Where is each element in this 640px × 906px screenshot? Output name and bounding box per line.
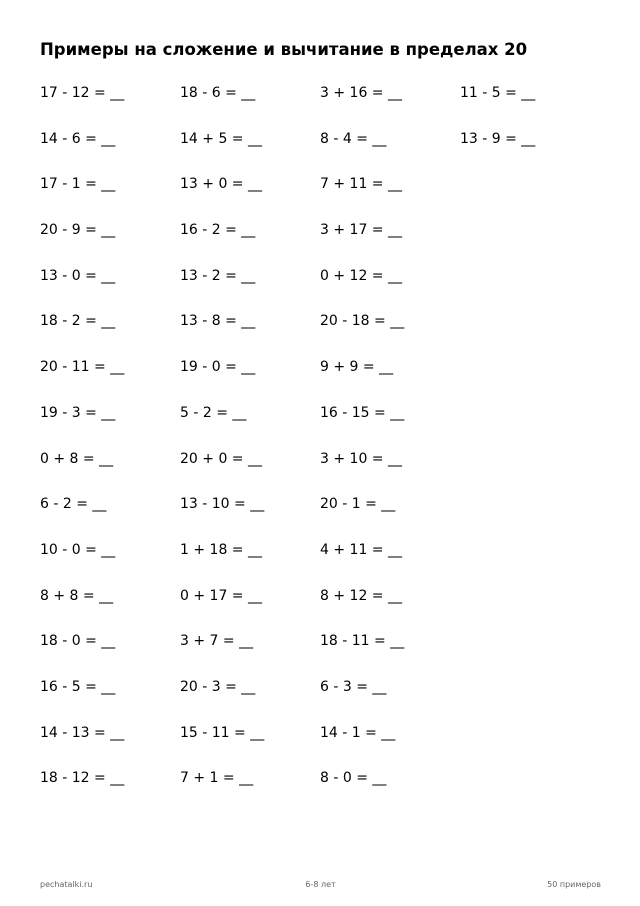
- problem-item: 19 - 3 = __: [40, 404, 116, 421]
- problem-item: 14 - 1 = __: [320, 724, 396, 741]
- problem-item: 17 - 12 = __: [40, 85, 125, 101]
- problem-item: 20 + 0 = __: [180, 450, 262, 467]
- problem-item: 10 - 0 = __: [40, 541, 116, 558]
- problem-item: 9 + 9 = __: [320, 359, 394, 376]
- footer-age: 6-8 лет: [305, 880, 336, 889]
- problem-item: 7 + 1 = __: [180, 770, 254, 787]
- problem-item: 15 - 11 = __: [180, 724, 265, 741]
- problem-item: 8 - 4 = __: [320, 130, 387, 147]
- problem-item: 8 - 0 = __: [320, 770, 387, 787]
- problem-item: 14 - 13 = __: [40, 724, 125, 741]
- worksheet-title: Примеры на сложение и вычитание в пределах 20: [40, 40, 528, 59]
- problem-item: 20 - 9 = __: [40, 222, 116, 239]
- problem-item: 13 - 2 = __: [180, 267, 256, 284]
- problem-item: 6 - 3 = __: [320, 678, 387, 695]
- problem-item: 0 + 8 = __: [40, 450, 114, 467]
- problem-item: 18 - 6 = __: [180, 85, 256, 101]
- problem-item: 3 + 17 = __: [320, 222, 402, 239]
- problem-item: 0 + 12 = __: [320, 267, 402, 284]
- problem-item: 13 - 9 = __: [460, 130, 536, 147]
- problem-item: 3 + 16 = __: [320, 85, 402, 101]
- problem-item: 14 + 5 = __: [180, 130, 262, 147]
- problem-item: 8 + 12 = __: [320, 587, 402, 604]
- problem-item: 18 - 0 = __: [40, 633, 116, 650]
- problem-item: 4 + 11 = __: [320, 541, 402, 558]
- problem-item: 3 + 7 = __: [180, 633, 254, 650]
- page-footer: [40, 879, 601, 891]
- problem-item: 18 - 12 = __: [40, 770, 125, 787]
- problem-item: 0 + 17 = __: [180, 587, 262, 604]
- problem-item: 13 - 0 = __: [40, 267, 116, 284]
- problem-item: 19 - 0 = __: [180, 359, 256, 376]
- problem-item: 13 - 8 = __: [180, 313, 256, 330]
- problem-item: 18 - 11 = __: [320, 633, 405, 650]
- problem-item: 20 - 3 = __: [180, 678, 256, 695]
- problem-item: 20 - 18 = __: [320, 313, 405, 330]
- problem-item: 20 - 1 = __: [320, 496, 396, 513]
- problem-item: 16 - 5 = __: [40, 678, 116, 695]
- problem-item: 20 - 11 = __: [40, 359, 125, 376]
- problem-item: 6 - 2 = __: [40, 496, 107, 513]
- problem-item: 13 - 10 = __: [180, 496, 265, 513]
- problem-item: 1 + 18 = __: [180, 541, 262, 558]
- footer-site: pechatalki.ru: [40, 880, 93, 889]
- problem-item: 16 - 2 = __: [180, 222, 256, 239]
- problem-item: 13 + 0 = __: [180, 176, 262, 193]
- problems-grid: [40, 83, 600, 814]
- problem-item: 5 - 2 = __: [180, 404, 247, 421]
- problem-item: 11 - 5 = __: [460, 85, 536, 101]
- problem-item: 8 + 8 = __: [40, 587, 114, 604]
- problem-item: 17 - 1 = __: [40, 176, 116, 193]
- problem-item: 18 - 2 = __: [40, 313, 116, 330]
- problem-item: 7 + 11 = __: [320, 176, 402, 193]
- problem-item: 3 + 10 = __: [320, 450, 402, 467]
- footer-count: 50 примеров: [547, 880, 601, 889]
- problem-item: 14 - 6 = __: [40, 130, 116, 147]
- problem-item: 16 - 15 = __: [320, 404, 405, 421]
